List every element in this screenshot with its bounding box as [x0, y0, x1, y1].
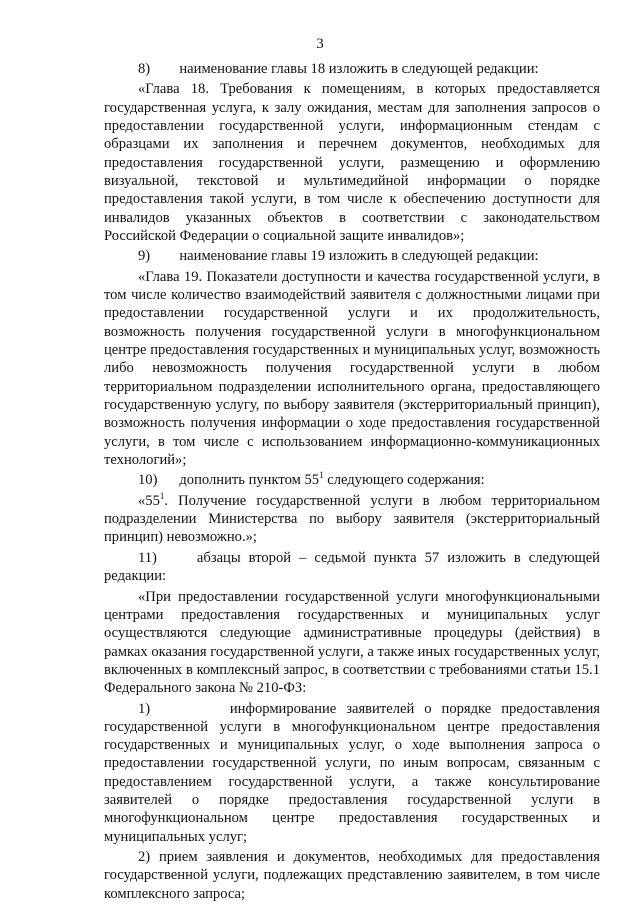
item-10-text-before: 10) дополнить пунктом 55	[138, 472, 320, 489]
mfc-procedures-paragraph: «При предоставлении государственной услуги многофункциональными центрами предоставления государственных и муниципальных услуг осуществляются следующие административные процедуры (действия) в рамках оказания государственной услуги, а также иных государственных услуг, включенных в комплексный запрос, в соответствии с требованиями статьи 15.1 Федерального закона № 210-ФЗ:	[104, 588, 600, 697]
subitem-2-paragraph: 2) прием заявления и документов, необходимых для предоставления государственной услуги, подлежащих представлению заявителем, в том числе комплексного запроса;	[104, 849, 600, 902]
point-55-1-text-after: . Получение государственной услуги в любом территориальном подразделении Министерства по выбору заявителя (экстерриториальный принцип) невозможно.»;	[104, 492, 600, 546]
subitem-1-paragraph: 1) информирование заявителей о порядке предоставления государственной услуги в многофункциональном центре предоставления государственных и муниципальных услуг, о ходе выполнения запроса о предоставлении государственной услуги, по иным вопросам, связанным с предоставлением государственной услуги, а также консультирование заявителей о порядке предоставления государственной услуги в многофункциональном центре предоставления государственных и муниципальных услуг;	[104, 700, 600, 845]
point-55-1-paragraph	[104, 492, 600, 547]
chapter-19-title-paragraph: «Глава 19. Показатели доступности и качества государственной услуги, в том числе количество взаимодействий заявителя с должностными лицами при предоставлении государственной услуги и их продолжительность, возможность получения государственной услуги в многофункциональном центре предоставления государственных и муниципальных услуг, возможность либо невозможность получения государственной услуги в любом территориальном подразделении исполнительного органа, предоставляющего государственную услугу, по выбору заявителя (экстерриториальный принцип), возможность получения информации о ходе предоставления государственной услуги, в том числе с использованием информационно-коммуникационных технологий»;	[104, 268, 600, 468]
item-10-text-after: следующего содержания:	[323, 472, 485, 489]
item-8-paragraph: 8) наименование главы 18 изложить в следующей редакции:	[138, 61, 539, 77]
item-11-paragraph: 11) абзацы второй – седьмой пункта 57 изложить в следующей редакции:	[104, 549, 600, 585]
document-body	[104, 60, 600, 905]
item-10-paragraph	[104, 471, 600, 489]
item-10-superscript: 1	[319, 470, 324, 481]
page-number: 3	[316, 36, 324, 52]
point-55-1-text-before: «55	[138, 492, 160, 509]
item-9-paragraph: 9) наименование главы 19 изложить в следующей редакции:	[138, 248, 539, 265]
point-55-1-superscript: 1	[159, 490, 165, 501]
chapter-18-title-paragraph: «Глава 18. Требования к помещениям, в которых предоставляется государственная услуга, к залу ожидания, местам для заполнения запросов о предоставлении государственной услуги, информационным стендам с образцами их заполнения и перечнем документов, необходимых для предоставления государственной услуги, размещению и оформлению визуальной, текстовой и мультимедийной информации о порядке предоставления такой услуги, в том числе к обеспечению доступности для инвалидов указанных объектов в соответствии с законодательством Российской Федерации о социальной защите инвалидов»;	[104, 81, 600, 244]
